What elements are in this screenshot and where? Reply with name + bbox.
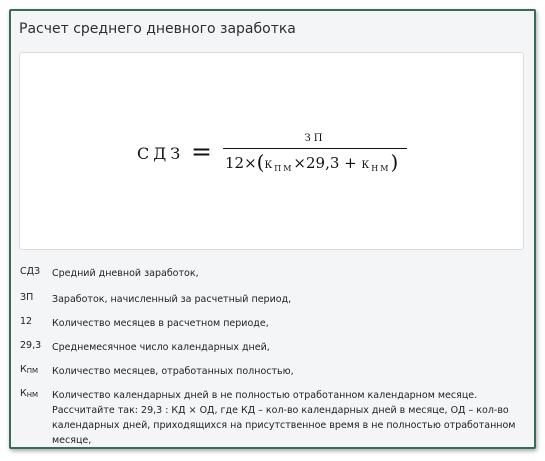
formula-fraction [223,131,407,179]
den-close-paren: ) [390,150,399,174]
legend-description: Количество месяцев в расчетном периоде, [52,318,269,329]
legend-symbol: КПМ [20,364,39,375]
den-k1-sub: ПМ [274,164,294,173]
formula-card [9,9,536,449]
card-title: Расчет среднего дневного заработка [19,21,296,37]
formula-box [19,52,524,250]
legend-row [20,266,530,292]
legend-row [20,388,530,448]
legend-description: Заработок, начисленный за расчетный период, [52,294,292,305]
formula-equals: = [191,137,212,166]
den-times-2: × [293,154,306,172]
legend-description: Средний дневной заработок, [52,268,199,279]
formula-lhs: СДЗ [137,144,185,163]
legend-symbol: 12 [20,316,33,327]
legend-row [20,292,530,316]
legend-description: Количество месяцев, отработанных полностью, [52,366,294,377]
formula-numerator: ЗП [304,133,326,144]
legend-row [20,316,530,340]
legend-row [20,340,530,364]
den-k1: К [264,160,275,171]
den-plus: + [344,154,357,172]
den-k2-sub: НМ [371,164,391,173]
legend-symbol: СДЗ [20,266,41,277]
legend-description: Среднемесячное число календарных дней, [52,342,270,353]
legend-row [20,364,530,388]
legend-symbol: КНМ [20,388,39,399]
formula-denominator [223,149,407,179]
den-k2: К [361,160,372,171]
legend-symbol: ЗП [20,292,34,303]
den-times-1: × [244,154,257,172]
legend-symbol: 29,3 [20,340,42,351]
den-coef: 12 [225,154,245,172]
den-days: 29,3 [305,154,340,172]
legend-list [20,266,530,448]
legend-description: Количество календарных дней в не полностью отработанном календарном месяце. Рассчитайте так: 29,3 : КД × ОД, где КД – кол-во календарных дней в месяце, ОД – кол-во календарных дней, приходящихся на присутственное время в не полностью отработанном месяце, [52,390,516,446]
den-open-paren: ( [256,150,265,174]
